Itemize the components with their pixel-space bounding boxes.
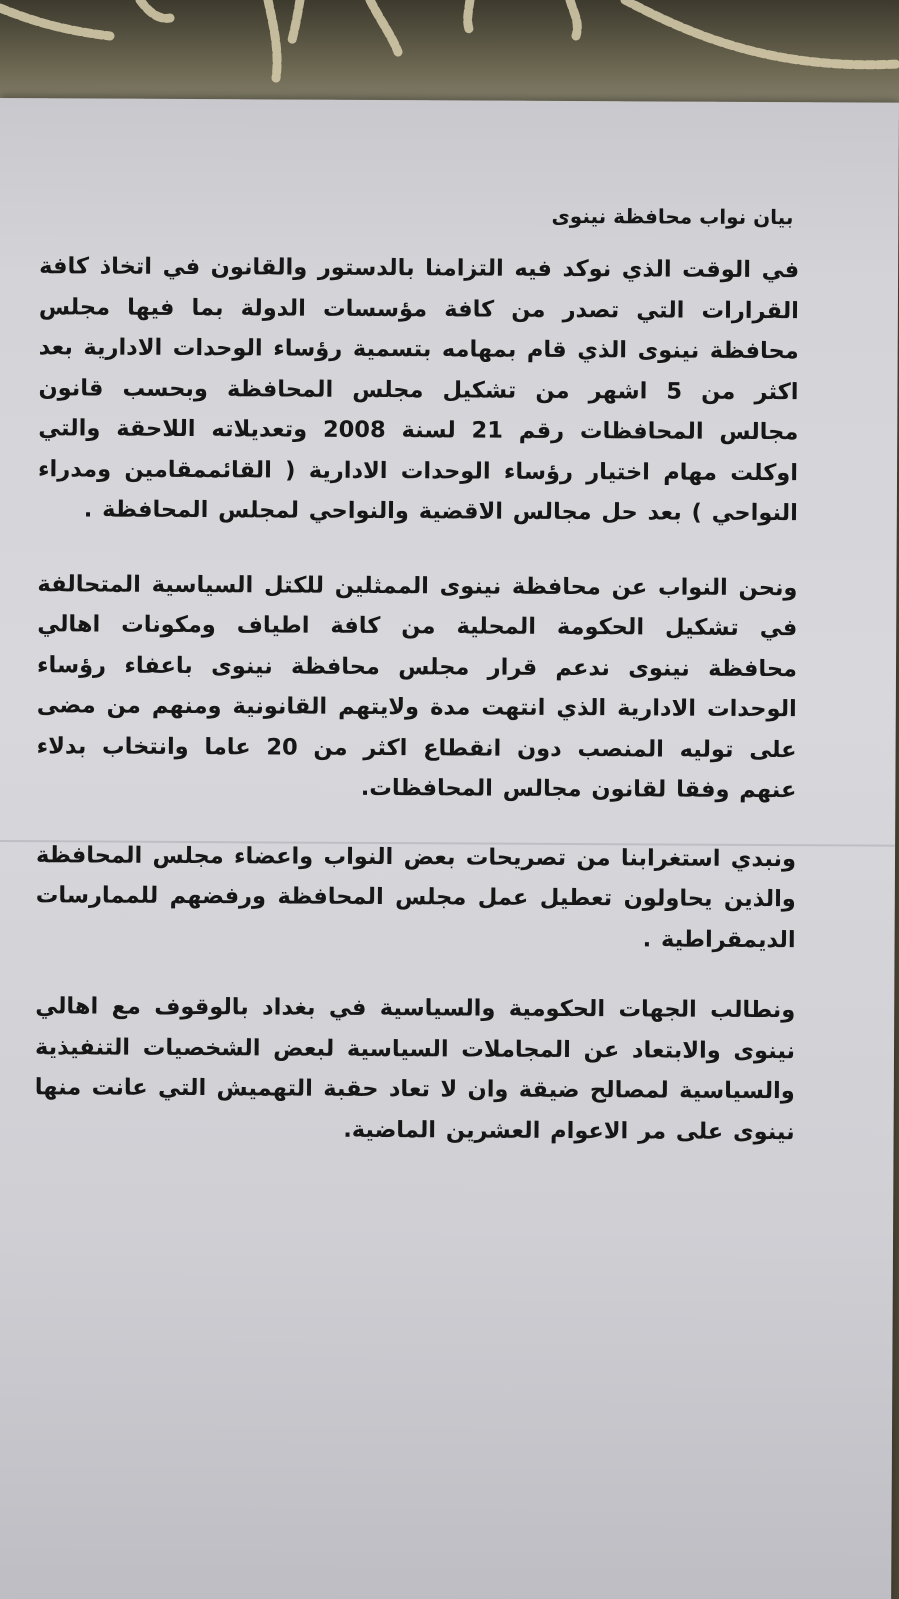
paragraph-3: ونبدي استغرابنا من تصريحات بعض النواب واعضاء مجلس المحافظة والذين يحاولون تعطيل عمل مجلس المحافظة ورفضهم للممارسات الديمقراطية . [35,841,797,953]
statement-document [34,194,799,1186]
paragraph-4: ونطالب الجهات الحكومية والسياسية في بغداد بالوقوف مع اهالي نينوى والابتعاد عن المجاملات السياسية لبعض الشخصيات التنفيذية والسياسية لمصالح ضيقة وان لا تعاد حقبة التهميش التي عانت منها نينوى على مر الاعوام العشرين الماضية. [34,993,796,1145]
paragraph-2: ونحن النواب عن محافظة نينوى الممثلين للكتل السياسية المتحالفة في تشكيل الحكومة المحلية من كافة اطياف ومكونات اهالي محافظة نينوى ندعم قرار مجلس محافظة نينوى باعفاء رؤساء الوحدات الادارية الذي انتهت مدة ولايتهم القانونية ومنهم من مضى على توليه المنصب دون انقطاع اكثر من 20 عاما وانتخاب بدلاء عنهم وفقا لقانون مجالس المحافظات. [36,570,798,804]
paragraph-1: في الوقت الذي نوكد فيه التزامنا بالدستور والقانون في اتخاذ كافة القرارات التي تصدر من كافة مؤسسات الدولة بما فيها مجلس محافظة نينوى الذي قام بمهامه بتسمية رؤساء الوحدات الادارية بعد اكثر من 5 اشهر من تشكيل مجلس المحافظة وبحسب قانون مجالس المحافظات رقم 21 لسنة 2008 وتعديلاته اللاحقة والتي اوكلت مهام اختيار رؤساء الوحدات الادارية ( القائممقامين ومدراء النواحي ) بعد حل مجالس الاقضية والنواحي لمجلس المحافظة . [37,253,800,527]
document-title: بيان نواب محافظة نينوى [551,203,794,230]
paper-sheet [0,98,899,1599]
